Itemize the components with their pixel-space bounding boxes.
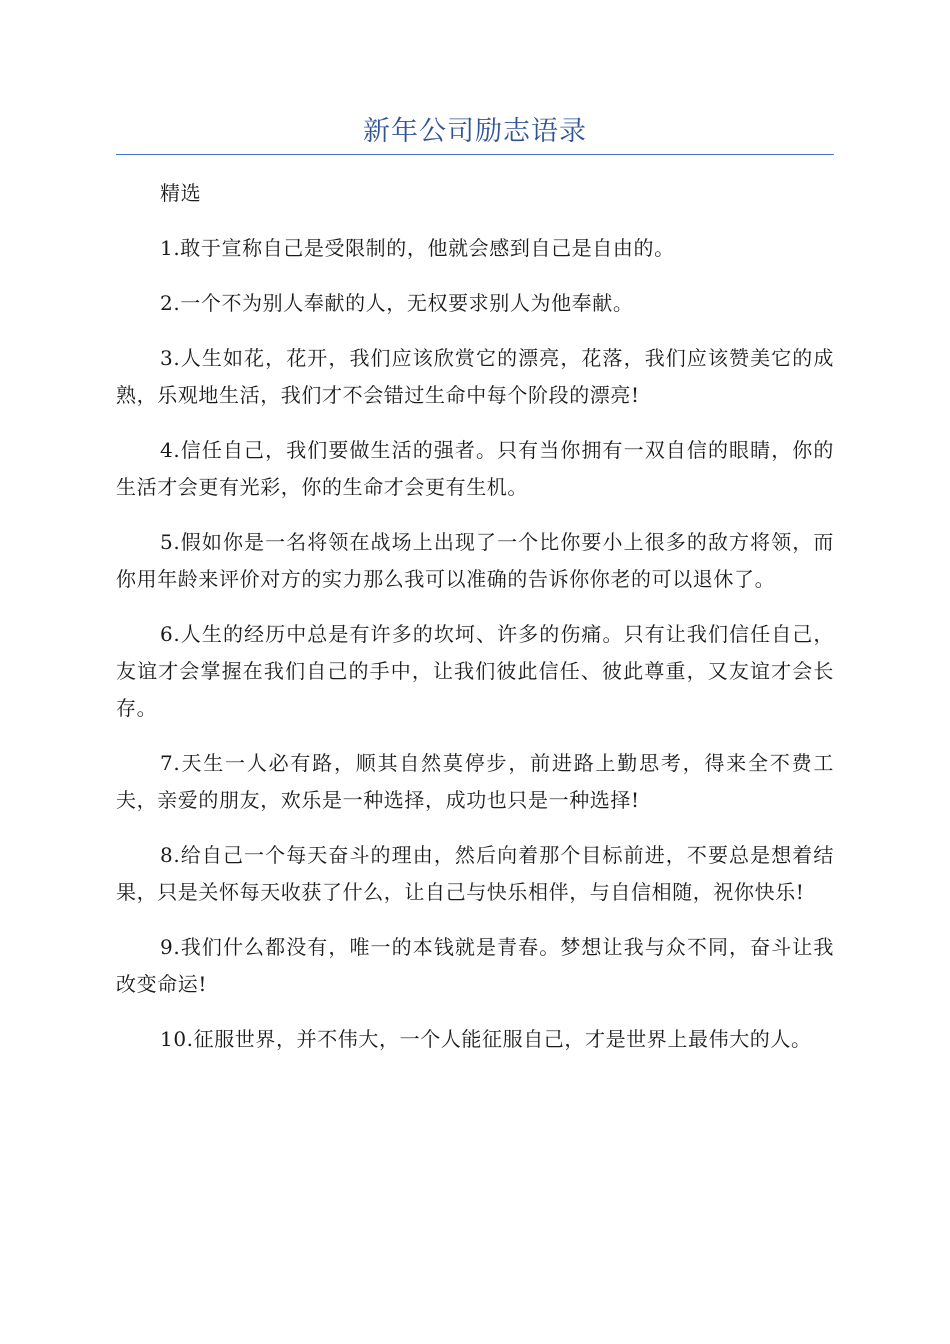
quote-paragraph: 4.信任自己，我们要做生活的强者。只有当你拥有一双自信的眼睛，你的生活才会更有光彩，你的生命才会更有生机。: [116, 438, 834, 499]
quote-paragraph: 5.假如你是一名将领在战场上出现了一个比你要小上很多的敌方将领，而你用年龄来评价对方的实力那么我可以准确的告诉你你老的可以退休了。: [116, 530, 834, 591]
quote-paragraph: 7.天生一人必有路，顺其自然莫停步，前进路上勤思考，得来全不费工夫，亲爱的朋友，欢乐是一种选择，成功也只是一种选择!: [116, 751, 834, 812]
title-underline: [116, 154, 834, 155]
quote-paragraph: 2.一个不为别人奉献的人，无权要求别人为他奉献。: [160, 291, 634, 315]
quote-paragraph: 10.征服世界，并不伟大，一个人能征服自己，才是世界上最伟大的人。: [160, 1027, 812, 1051]
quote-paragraph: 3.人生如花，花开，我们应该欣赏它的漂亮，花落，我们应该赞美它的成熟，乐观地生活，我们才不会错过生命中每个阶段的漂亮!: [116, 346, 834, 407]
subtitle: 精选: [160, 181, 202, 205]
quote-paragraph: 9.我们什么都没有，唯一的本钱就是青春。梦想让我与众不同，奋斗让我改变命运!: [116, 935, 834, 996]
quote-paragraph: 6.人生的经历中总是有许多的坎坷、许多的伤痛。只有让我们信任自己，友谊才会掌握在我们自己的手中，让我们彼此信任、彼此尊重，又友谊才会长存。: [116, 622, 834, 720]
quote-paragraph: 8.给自己一个每天奋斗的理由，然后向着那个目标前进，不要总是想着结果，只是关怀每天收获了什么，让自己与快乐相伴，与自信相随，祝你快乐!: [116, 843, 834, 904]
document-body: [116, 175, 834, 1076]
page-title: 新年公司励志语录: [363, 116, 587, 147]
quote-paragraph: 1.敢于宣称自己是受限制的，他就会感到自己是自由的。: [160, 236, 675, 260]
